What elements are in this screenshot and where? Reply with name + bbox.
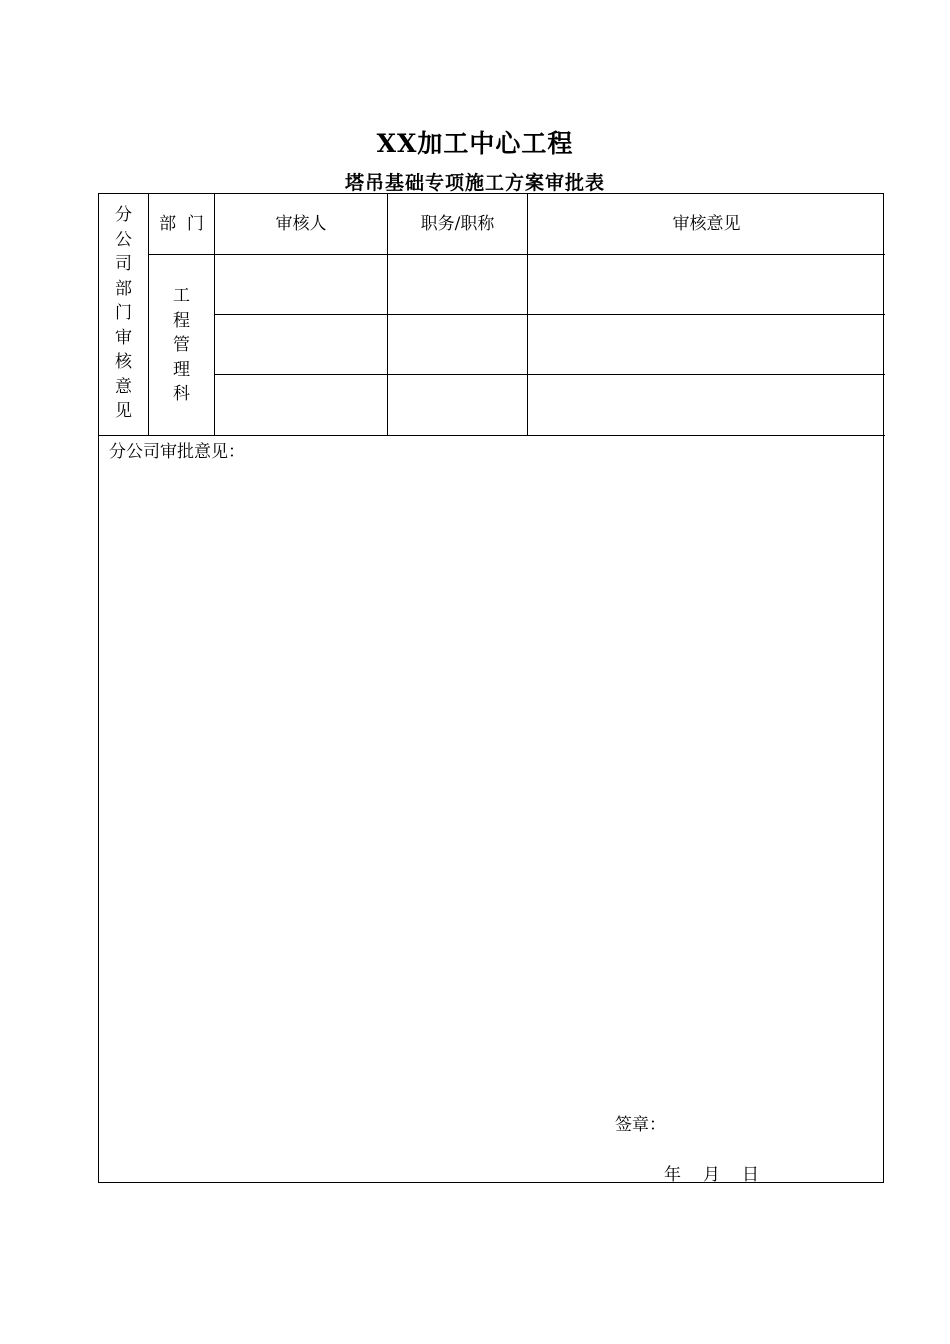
side-label-char: 意 — [115, 376, 132, 397]
approval-form — [98, 193, 884, 1183]
date-year: 年 — [664, 1165, 681, 1185]
date-line — [664, 1160, 759, 1185]
header-opinion: 审核意见 — [672, 214, 741, 234]
side-label-char: 审 — [115, 327, 132, 348]
department-name — [149, 284, 214, 407]
department-name-char: 科 — [173, 384, 190, 404]
reviewer-cell-1[interactable] — [215, 255, 387, 314]
form-subtitle: 塔吊基础专项施工方案审批表 — [344, 172, 605, 194]
opinion-cell-3[interactable] — [528, 375, 885, 434]
header-department: 部 门 — [159, 214, 204, 234]
divider-horizontal-table-end — [99, 435, 885, 436]
approval-label: 分公司审批意见： — [109, 442, 245, 462]
side-label-char: 部 — [115, 278, 132, 299]
department-name-char: 工 — [173, 286, 190, 306]
side-label-char: 核 — [115, 352, 132, 372]
form-title: XX加工中心工程 — [376, 129, 574, 158]
reviewer-cell-2[interactable] — [215, 315, 387, 374]
opinion-cell-2[interactable] — [528, 315, 885, 374]
department-name-char: 理 — [173, 359, 190, 380]
header-reviewer: 审核人 — [275, 214, 327, 234]
position-cell-1[interactable] — [388, 255, 527, 314]
date-month: 月 — [703, 1165, 720, 1185]
side-label — [99, 203, 148, 424]
side-label-char: 门 — [115, 303, 132, 323]
reviewer-cell-3[interactable] — [215, 375, 387, 434]
opinion-cell-1[interactable] — [528, 255, 885, 314]
side-label-char: 见 — [115, 401, 132, 421]
department-name-char: 管 — [173, 335, 190, 355]
position-cell-2[interactable] — [388, 315, 527, 374]
side-label-char: 分 — [115, 205, 132, 225]
signature-label: 签章： — [615, 1115, 666, 1135]
header-position: 职务/职称 — [420, 214, 495, 234]
position-cell-3[interactable] — [388, 375, 527, 434]
side-label-char: 司 — [115, 254, 132, 274]
side-label-char: 公 — [115, 229, 132, 250]
date-day: 日 — [742, 1165, 759, 1185]
department-name-char: 程 — [173, 310, 190, 331]
